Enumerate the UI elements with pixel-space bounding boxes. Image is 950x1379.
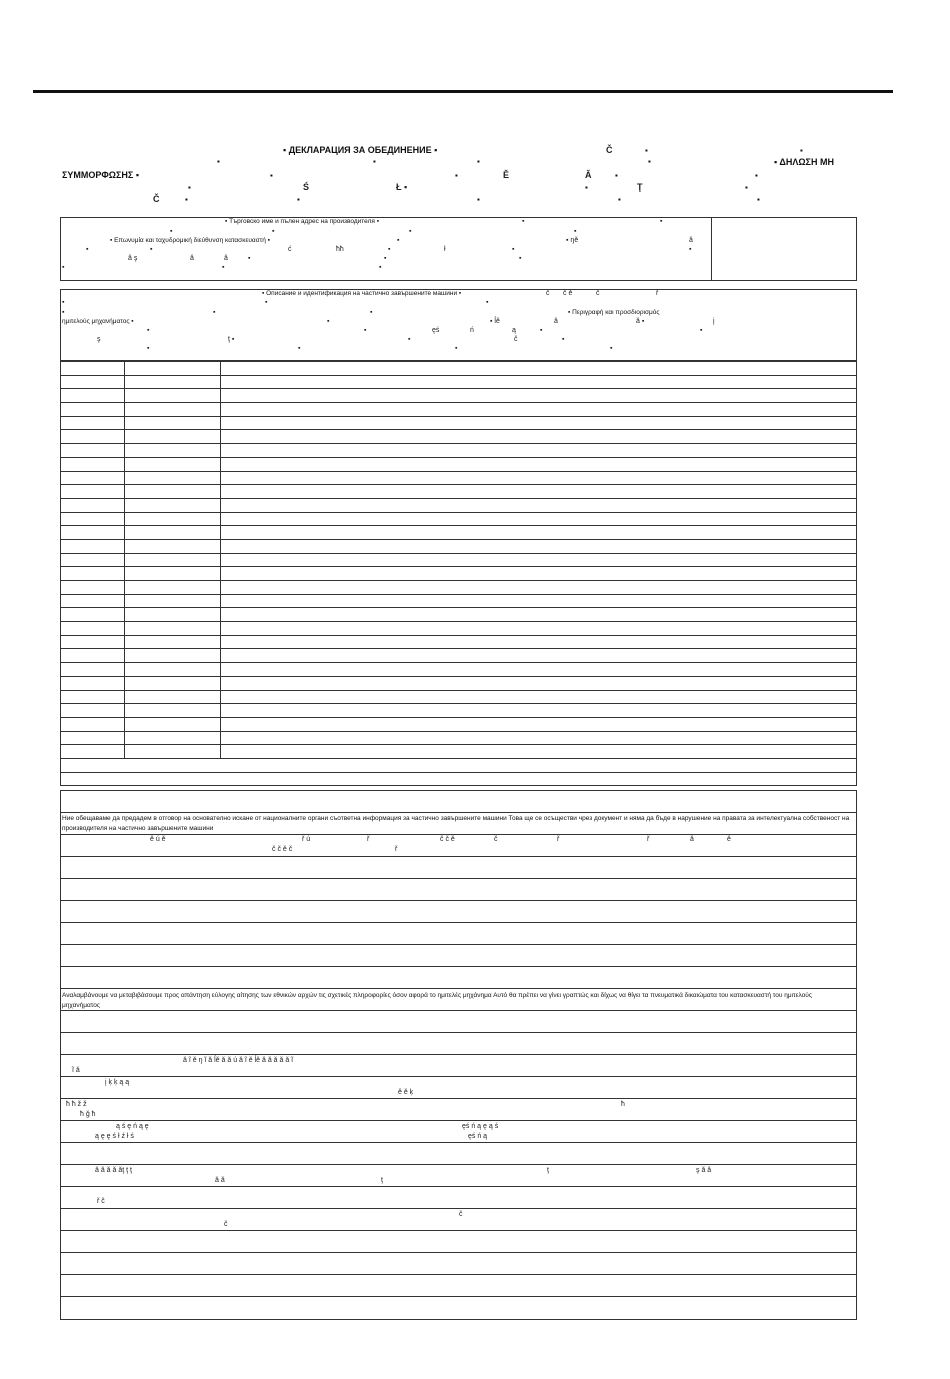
table-cell[interactable] [61, 635, 125, 649]
table-row [61, 430, 857, 444]
glyph: Ţ [637, 182, 643, 192]
table-cell[interactable] [124, 539, 221, 553]
table-cell[interactable] [221, 512, 857, 526]
glyph: ă ĩ ě ŋ ĩ ă ĺě ă ă ú ă ĩ ě ĺě ă ă ă ă ă ĩ [183, 1057, 294, 1064]
table-cell[interactable] [221, 622, 857, 636]
table-cell[interactable] [221, 608, 857, 622]
glyph: ħħ [336, 246, 344, 253]
table-cell[interactable] [61, 403, 125, 417]
glyph: ř ú [302, 836, 311, 843]
row-line [60, 1274, 857, 1275]
table-row [61, 375, 857, 389]
table-row [61, 567, 857, 581]
glyph: č [546, 290, 550, 297]
table-cell[interactable] [221, 663, 857, 677]
bullet: ▪ [610, 345, 613, 352]
glyph: ă ă [215, 1177, 225, 1184]
bullet: ▪ [757, 195, 760, 204]
row-line [60, 1164, 857, 1165]
bullet: ▪ [540, 327, 543, 334]
bullet: ▪ [270, 171, 273, 180]
table-cell[interactable] [61, 553, 125, 567]
glyph: ţ ▪ [228, 336, 235, 343]
glyph: ě ú ě [150, 836, 166, 843]
glyph: ń [470, 327, 474, 334]
table-cell[interactable] [61, 772, 125, 786]
table-cell[interactable] [221, 758, 857, 772]
table-cell[interactable] [61, 362, 125, 376]
bullet: ▪ [700, 327, 703, 334]
table-row [61, 772, 857, 786]
row-line [60, 1186, 857, 1187]
table-cell[interactable] [124, 745, 221, 759]
table-row [61, 622, 857, 636]
bullet: ▪ [222, 264, 225, 271]
table-cell[interactable] [61, 444, 125, 458]
glyph: ř [647, 836, 650, 843]
title-bg: ▪ ДЕКЛАРАЦИЯ ЗА ОБЕДИНЕНИЕ ▪ [283, 145, 438, 155]
glyph: ř [557, 836, 560, 843]
row-line [60, 1208, 857, 1209]
description-bg-label: ▪ Описание и идентификация на частично завършените машини ▪ [262, 290, 462, 297]
glyph: ă [190, 255, 194, 262]
glyph: ě ě ķ [398, 1089, 414, 1096]
glyph: č [596, 290, 600, 297]
table-cell[interactable] [124, 704, 221, 718]
table-cell[interactable] [221, 553, 857, 567]
glyph: ţ [381, 1177, 383, 1184]
table-cell[interactable] [124, 498, 221, 512]
table-cell[interactable] [61, 498, 125, 512]
manufacturer-el-label: ▪ Επωνυμία και ταχυδρομική διεύθυνση κατασκευαστή ▪ [110, 237, 270, 244]
table-row [61, 485, 857, 499]
description-el-label-1: ▪ Περιγραφή και προσδιορισμός [568, 309, 660, 316]
glyph: ţ [547, 1167, 549, 1174]
table-cell[interactable] [61, 745, 125, 759]
table-cell[interactable] [124, 676, 221, 690]
table-cell[interactable] [221, 581, 857, 595]
table-cell[interactable] [61, 690, 125, 704]
row-line [60, 812, 857, 813]
bullet: ▪ [379, 264, 382, 271]
table-cell[interactable] [61, 375, 125, 389]
glyph: Č [606, 145, 613, 155]
bullet: ▪ [615, 171, 618, 180]
table-cell[interactable] [221, 745, 857, 759]
glyph: ř [367, 836, 370, 843]
description-box [60, 289, 857, 361]
table-row [61, 745, 857, 759]
table-row [61, 471, 857, 485]
glyph: ă ş [128, 255, 138, 262]
table-cell[interactable] [61, 731, 125, 745]
glyph: ą ę ę ś ł ź ł ś [95, 1133, 134, 1140]
table-row [61, 389, 857, 403]
manufacturer-bg-label: ▪ Търговско име и пълен адрес на производителя ▪ [225, 218, 380, 225]
table-cell[interactable] [221, 471, 857, 485]
table-cell[interactable] [61, 717, 125, 731]
bullet: ▪ [755, 171, 758, 180]
bullet: ▪ [364, 327, 367, 334]
manufacturer-side-cell [711, 217, 857, 281]
glyph: č [459, 1211, 463, 1218]
bullet: ▪ [512, 246, 515, 253]
glyph: ▪ ŋě [566, 237, 579, 244]
row-line [60, 966, 857, 967]
table-row [61, 362, 857, 376]
glyph: ħ ğ ħ [80, 1111, 96, 1118]
commitment-el: Αναλαμβάνουμε να μεταβιβάσουμε προς απάντηση εύλογης αίτησης των εθνικών αρχών τις σχετικές πληροφορίες όσον αφορά το ημιτελές μηχάνημα Αυτό θα πρέπει να γίνει γραπτώς και δίχως να θίγει τα πνευματικά δικαιώματα του κατασκευαστή του ημιτελούς μηχανήματος [62, 992, 812, 1009]
glyph: Ś [303, 182, 310, 192]
table-cell[interactable] [124, 485, 221, 499]
table-cell[interactable] [61, 581, 125, 595]
title-el-1: ▪ ΔΗΛΩΣΗ ΜΗ [774, 157, 834, 167]
table-row [61, 690, 857, 704]
glyph: ř [395, 846, 398, 853]
bullet: ▪ [648, 157, 651, 166]
glyph: į [713, 318, 715, 325]
table-cell[interactable] [124, 471, 221, 485]
bullet: ▪ [519, 255, 522, 262]
table-cell[interactable] [61, 704, 125, 718]
bullet: ▪ [373, 157, 376, 166]
table-cell[interactable] [124, 594, 221, 608]
row-line [60, 1230, 857, 1231]
bullet: ▪ [522, 218, 525, 225]
table-cell[interactable] [124, 389, 221, 403]
glyph: ħ ħ ž ž [66, 1101, 87, 1108]
bullet: ▪ [217, 157, 220, 166]
glyph: Ă [585, 170, 592, 180]
table-cell[interactable] [61, 471, 125, 485]
table-cell[interactable] [124, 416, 221, 430]
table-cell[interactable] [221, 731, 857, 745]
glyph: ęś ń ą [468, 1133, 488, 1140]
table-row [61, 635, 857, 649]
table-row [61, 717, 857, 731]
glyph: ă [554, 318, 558, 325]
row-line [60, 1142, 857, 1143]
bullet: ▪ [86, 246, 89, 253]
table-cell[interactable] [221, 594, 857, 608]
table-row [61, 498, 857, 512]
table-cell[interactable] [124, 717, 221, 731]
glyph: ĩ ă [72, 1067, 80, 1074]
bullet: ▪ [62, 309, 65, 316]
row-line [60, 1054, 857, 1055]
bullet: ▪ [384, 255, 387, 262]
table-cell[interactable] [124, 457, 221, 471]
bullet: ▪ [188, 183, 191, 192]
table-cell[interactable] [221, 457, 857, 471]
glyph: č [514, 336, 518, 343]
table-row [61, 403, 857, 417]
table-row [61, 663, 857, 677]
glyph: ă [690, 836, 694, 843]
description-bg-text: Описание и идентификация на частично завършените машини [266, 290, 458, 297]
bullet: ▪ [62, 264, 65, 271]
table-cell[interactable] [61, 512, 125, 526]
row-line [60, 1120, 857, 1121]
glyph: ęś [432, 327, 440, 334]
bullet: ▪ [170, 228, 173, 235]
glyph: ř č [97, 1198, 105, 1205]
glyph: į ķ ķ ą ą [105, 1079, 130, 1086]
bullet: ▪ [455, 345, 458, 352]
table-cell[interactable] [61, 539, 125, 553]
parts-table [60, 361, 857, 786]
table-cell[interactable] [124, 663, 221, 677]
table-cell[interactable] [124, 731, 221, 745]
bullet: ▪ [486, 299, 489, 306]
bullet: ▪ [327, 318, 330, 325]
table-cell[interactable] [61, 649, 125, 663]
row-line [60, 988, 857, 989]
glyph: ▪ ĺě [490, 318, 500, 325]
table-cell[interactable] [221, 375, 857, 389]
bullet: ▪ [477, 157, 480, 166]
bullet: ▪ [248, 255, 251, 262]
row-line [60, 834, 857, 835]
table-row [61, 608, 857, 622]
table-cell[interactable] [124, 375, 221, 389]
bullet: ▪ [298, 345, 301, 352]
table-cell[interactable] [124, 512, 221, 526]
glyph: ă ▪ [636, 318, 645, 325]
table-cell[interactable] [61, 389, 125, 403]
title-el-2-text: ΣΥΜΜΟΡΦΩΣΗΣ [62, 170, 134, 180]
row-line [60, 944, 857, 945]
glyph: ł [444, 246, 446, 253]
bullet: ▪ [370, 309, 373, 316]
glyph: ă [689, 237, 693, 244]
row-line [60, 1032, 857, 1033]
glyph: Ł ▪ [396, 182, 408, 192]
row-line [60, 900, 857, 901]
table-cell[interactable] [61, 567, 125, 581]
manufacturer-el-text: Επωνυμία και ταχυδρομική διεύθυνση κατασκευαστή [114, 237, 266, 244]
table-cell[interactable] [61, 430, 125, 444]
bullet: ▪ [272, 228, 275, 235]
bullet: ▪ [455, 171, 458, 180]
table-cell[interactable] [124, 362, 221, 376]
table-cell[interactable] [221, 717, 857, 731]
glyph: ħ [621, 1101, 625, 1108]
glyph: ć [288, 246, 292, 253]
lower-form-box [60, 790, 857, 1320]
manufacturer-bg-text: Търговско име и пълен адрес на производителя [229, 218, 375, 225]
bullet: ▪ [408, 336, 411, 343]
glyph: ă ă ă ă ăţ ţ ţ [95, 1167, 132, 1174]
table-cell[interactable] [124, 444, 221, 458]
description-el-label-2: ημιτελούς μηχανήματος ▪ [62, 318, 134, 325]
table-cell[interactable] [124, 608, 221, 622]
table-row [61, 416, 857, 430]
row-line [60, 1010, 857, 1011]
bullet: ▪ [689, 246, 692, 253]
table-row [61, 594, 857, 608]
table-cell[interactable] [61, 594, 125, 608]
title-el-2: ΣΥΜΜΟΡΦΩΣΗΣ ▪ [62, 170, 140, 180]
table-cell[interactable] [221, 649, 857, 663]
table-cell[interactable] [124, 526, 221, 540]
table-cell[interactable] [61, 663, 125, 677]
bullet: ▪ [265, 299, 268, 306]
table-cell[interactable] [61, 457, 125, 471]
table-row [61, 539, 857, 553]
commitment-bg: Ние обещаваме да предадем в отговор на основателно искане от националните органи съответна информация за частично завършените машини Това ще се осъществи чрез документ и няма да бъде в нарушение на правата за интелектуална собственост на производителя на частично завършените машини [62, 815, 850, 832]
glyph: ě [727, 836, 731, 843]
table-cell[interactable] [61, 608, 125, 622]
table-cell[interactable] [61, 526, 125, 540]
table-cell[interactable] [221, 539, 857, 553]
table-row [61, 553, 857, 567]
row-line [60, 1296, 857, 1297]
table-cell[interactable] [124, 567, 221, 581]
glyph: ř [656, 290, 659, 297]
glyph: ą [512, 327, 516, 334]
description-el-1-text: Περιγραφή και προσδιορισμός [572, 309, 660, 316]
glyph: ş ă ă [696, 1167, 712, 1174]
table-cell[interactable] [124, 758, 221, 772]
table-cell[interactable] [221, 444, 857, 458]
row-line [60, 1252, 857, 1253]
glyph: ą ś ę ń ą ę [116, 1123, 149, 1130]
bullet: ▪ [477, 195, 480, 204]
bullet: ▪ [147, 345, 150, 352]
table-row [61, 526, 857, 540]
table-cell[interactable] [61, 676, 125, 690]
glyph: č [494, 836, 498, 843]
bullet: ▪ [388, 246, 391, 253]
table-cell[interactable] [124, 635, 221, 649]
row-line [60, 856, 857, 857]
table-cell[interactable] [61, 622, 125, 636]
bullet: ▪ [62, 299, 65, 306]
table-cell[interactable] [221, 526, 857, 540]
table-cell[interactable] [124, 403, 221, 417]
table-row [61, 444, 857, 458]
bullet: ▪ [574, 228, 577, 235]
table-row [61, 581, 857, 595]
bullet: ▪ [645, 146, 648, 155]
row-line [60, 878, 857, 879]
table-cell[interactable] [124, 772, 221, 786]
table-cell[interactable] [124, 622, 221, 636]
glyph: ş [97, 336, 101, 343]
bullet: ▪ [745, 183, 748, 192]
table-cell[interactable] [221, 690, 857, 704]
row-line [60, 1098, 857, 1099]
bullet: ▪ [660, 218, 663, 225]
table-cell[interactable] [124, 430, 221, 444]
table-cell[interactable] [221, 635, 857, 649]
table-row [61, 676, 857, 690]
bullet: ▪ [147, 327, 150, 334]
table-cell[interactable] [61, 758, 125, 772]
row-line [60, 922, 857, 923]
bullet: ▪ [150, 246, 153, 253]
table-cell[interactable] [221, 430, 857, 444]
glyph: č ě [563, 290, 573, 297]
table-cell[interactable] [221, 567, 857, 581]
glyph: Č [153, 194, 160, 204]
table-cell[interactable] [221, 362, 857, 376]
table-cell[interactable] [221, 704, 857, 718]
table-cell[interactable] [221, 389, 857, 403]
table-cell[interactable] [124, 690, 221, 704]
table-row [61, 649, 857, 663]
glyph: č č ě č [272, 846, 293, 853]
bullet: ▪ [800, 146, 803, 155]
description-el-2-text: ημιτελούς μηχανήματος [62, 318, 130, 325]
top-rule [33, 90, 893, 93]
table-row [61, 457, 857, 471]
table-cell[interactable] [61, 416, 125, 430]
table-cell[interactable] [61, 485, 125, 499]
row-line [60, 1076, 857, 1077]
table-cell[interactable] [221, 498, 857, 512]
table-cell[interactable] [221, 772, 857, 786]
bullet: ▪ [585, 183, 588, 192]
table-cell[interactable] [221, 403, 857, 417]
table-row [61, 512, 857, 526]
glyph: č č ě [440, 836, 455, 843]
bullet: ▪ [297, 195, 300, 204]
table-cell[interactable] [124, 553, 221, 567]
glyph: Ě [503, 170, 510, 180]
title-bg-text: ДЕКЛАРАЦИЯ ЗА ОБЕДИНЕНИЕ [288, 145, 432, 155]
table-cell[interactable] [124, 581, 221, 595]
table-row [61, 704, 857, 718]
bullet: ▪ [213, 309, 216, 316]
table-row [61, 758, 857, 772]
glyph: ă [224, 255, 228, 262]
table-cell[interactable] [221, 416, 857, 430]
bullet: ▪ [185, 195, 188, 204]
bullet: ▪ [618, 195, 621, 204]
table-cell[interactable] [221, 676, 857, 690]
bullet: ▪ [397, 237, 400, 244]
bullet: ▪ [409, 228, 412, 235]
title-el-1-text: ΔΗΛΩΣΗ ΜΗ [779, 157, 834, 167]
table-cell[interactable] [124, 649, 221, 663]
bullet: ▪ [562, 336, 565, 343]
glyph: ęś ń ą ę ą ś [462, 1123, 499, 1130]
glyph: č [224, 1221, 228, 1228]
table-cell[interactable] [221, 485, 857, 499]
table-row [61, 731, 857, 745]
